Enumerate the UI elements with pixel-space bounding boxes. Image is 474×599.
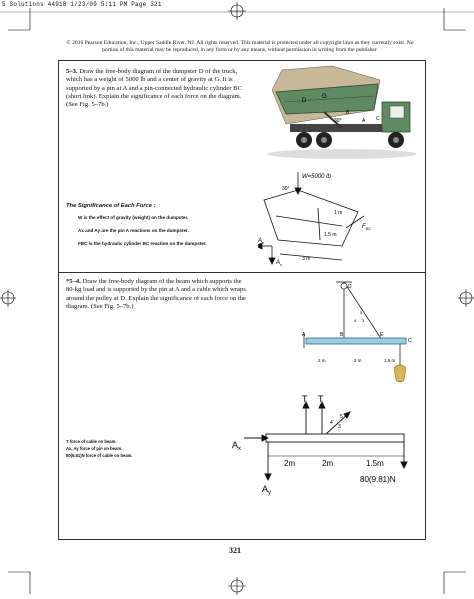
page-number: 321	[229, 546, 241, 555]
print-header: 5 Solutions 44918 1/23/09 5:11 PM Page 321	[2, 1, 162, 8]
fbd-t2-label: T	[318, 394, 324, 404]
beam-label-a: A	[302, 332, 306, 338]
fig-label-a: A	[362, 118, 366, 124]
fbd-weight-label: W=5000 lb	[302, 174, 331, 180]
fbd-load-label: 80(9.81)N	[360, 475, 396, 484]
fbd-ay-label-beam: $A_y$	[262, 484, 272, 496]
beam-dim-2: 2 m	[354, 358, 362, 363]
beam-label-3: 3	[362, 318, 365, 323]
fig-label-b: B	[346, 110, 350, 116]
fig-label-angle: 30°	[334, 118, 342, 124]
fbd-n4: 4	[330, 420, 333, 426]
fbd-n3: 3	[338, 424, 341, 430]
significance-title: The Significance of Each Force :	[66, 203, 156, 209]
problem-5-3-statement: Draw the free-body diagram of the dumpster D of the truck, which has a weight of 5000 lb and a center of gravity at G. It is supported by a pin at A and a pin-connected hydraulic cylinder BC (short link). Explain the significance of each force on the diagram. (See Fig. 5–7b.)	[66, 68, 242, 109]
fbd-t1-label: T	[302, 394, 308, 404]
fbd-ax-label: $A_x$	[258, 238, 265, 245]
fig-label-g: G	[322, 94, 327, 100]
beam-fbd-sketch	[226, 394, 422, 498]
fbd-ax-label-beam: $A_x$	[232, 440, 242, 452]
fig-label-d: D	[302, 98, 307, 104]
significance-item-a: Ax and Ay are the pin A reactions on the dumpster.	[78, 228, 189, 233]
problem-5-4-number: *5–4.	[66, 278, 81, 285]
beam-label-d: D	[348, 284, 352, 290]
fbd-dim-1: 3 m	[302, 256, 311, 262]
fbd-n5: 5	[340, 414, 343, 420]
significance-item-w: W is the effect of gravity (weight) on the dumpster.	[78, 215, 189, 220]
problem-5-4-text	[66, 278, 246, 311]
dump-truck-figure	[262, 62, 422, 162]
beam-label-c: C	[408, 338, 412, 344]
significance-item-fbc: FBC is the hydraulic cylinder BC reaction on the dumpster.	[78, 241, 207, 246]
dumpster-fbd-sketch	[258, 168, 378, 266]
note-a: Ax, Ay force of pin on beam.	[66, 446, 123, 451]
beam-label-e: E	[380, 332, 384, 338]
note-load: 80(9.81)N force of cable on beam.	[66, 453, 133, 458]
beam-dim-3: 1.5 m	[384, 358, 396, 363]
copyright-notice: © 2010 Pearson Education, Inc., Upper Saddle River, NJ. All rights reserved. This material is protected under all copyright laws as they currently exist. No portion of this material may be reproduced, in any form or by any means, without permission in writing from the publisher.	[66, 40, 414, 53]
problem-5-3-number: 5–3.	[66, 68, 78, 75]
fig-label-c: C	[376, 116, 380, 122]
fbd-d3-beam: 1.5m	[366, 459, 384, 468]
problem-divider	[58, 272, 426, 273]
fbd-d2-beam: 2m	[322, 459, 334, 468]
fbd-d1-beam: 2m	[284, 459, 296, 468]
beam-label-b: B	[340, 332, 344, 338]
problem-5-3-text	[66, 68, 246, 109]
fbd-ay-label: $A_y$	[276, 260, 283, 266]
beam-label-4: 4	[354, 318, 357, 323]
fbd-fbc-label: $F_{BC}$	[362, 224, 372, 231]
fbd-dim-2: 1.5 m	[324, 232, 337, 238]
beam-label-5: 5	[360, 310, 363, 315]
note-t: T force of cable on beam.	[66, 439, 117, 444]
problem-5-4-statement: Draw the free-body diagram of the beam which supports the 80-kg load and is supported by the pin at A and a cable which wraps around the pulley at D. Explain the significance of each force on the diagram. (See Fig. 5–7b.)	[66, 278, 246, 310]
fbd-angle-label: 30°	[282, 186, 290, 192]
beam-figure	[296, 278, 416, 390]
fbd-dim-3: 1 m	[334, 210, 343, 216]
beam-dim-1: 2 m	[318, 358, 326, 363]
